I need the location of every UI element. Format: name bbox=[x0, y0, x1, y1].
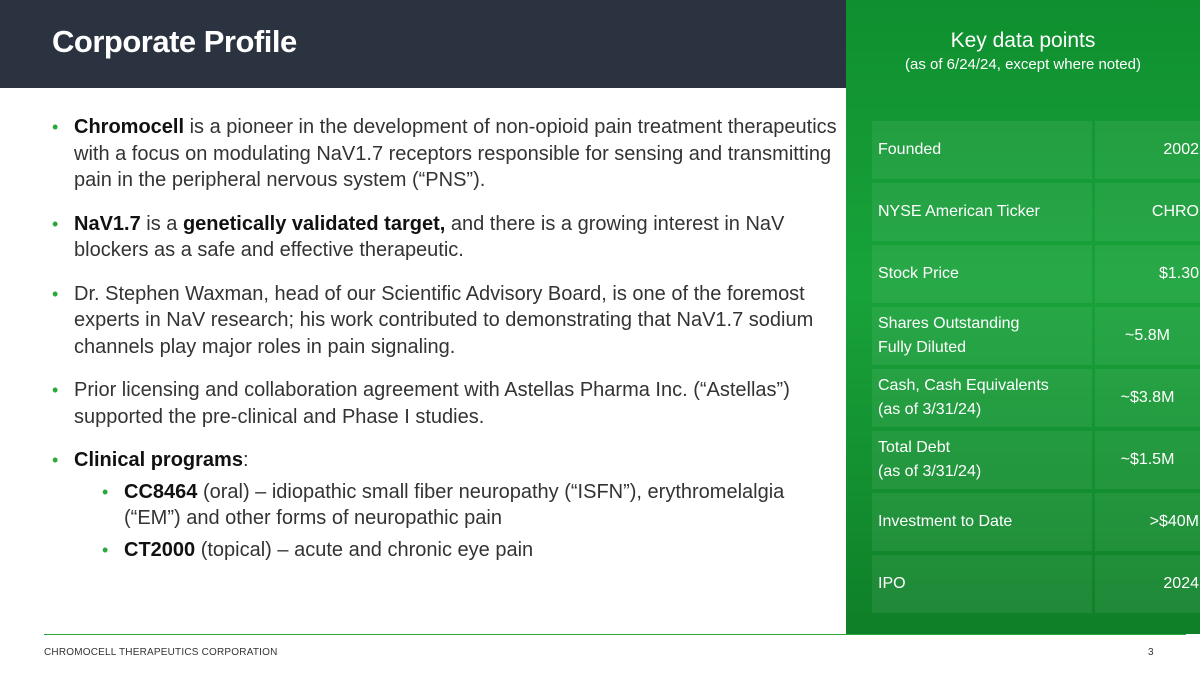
row-label-line2: (as of 3/31/24) bbox=[878, 463, 982, 480]
sub-bullet-text: (topical) – acute and chronic eye pain bbox=[195, 538, 534, 561]
row-label-line1: Investment to Date bbox=[878, 513, 1013, 530]
bullet-bold: Chromocell bbox=[74, 116, 185, 138]
title-bar bbox=[0, 0, 846, 88]
row-label bbox=[872, 555, 1092, 613]
key-data-header bbox=[846, 28, 1200, 76]
row-value: ~$1.5M bbox=[1095, 431, 1200, 489]
main-content bbox=[52, 114, 842, 580]
row-label-line1: Stock Price bbox=[878, 265, 959, 282]
bullet-bold: NaV1.7 bbox=[74, 212, 141, 235]
row-value: ~$3.8M bbox=[1095, 369, 1200, 427]
sub-bullet-text: (oral) – idiopathic small fiber neuropathy (“ISFN”), erythromelalgia (“EM”) and other forms of neuropathic pain bbox=[124, 480, 785, 529]
row-value: $1.30 bbox=[1095, 245, 1200, 303]
data-row-ticker bbox=[872, 183, 1200, 241]
key-data-panel bbox=[846, 0, 1200, 634]
row-label-line1: Founded bbox=[878, 141, 942, 158]
bullet-text: : bbox=[242, 449, 249, 471]
bullet-bold: Clinical programs bbox=[74, 449, 243, 471]
row-value: 2002 bbox=[1095, 121, 1200, 179]
page-title: Corporate Profile bbox=[52, 24, 297, 59]
bullet-chromocell bbox=[52, 114, 842, 194]
key-data-table bbox=[872, 121, 1200, 617]
bullet-bold: genetically validated target, bbox=[182, 212, 446, 235]
row-label bbox=[872, 493, 1092, 551]
bullet-text: is a pioneer in the development of non-opioid pain treatment therapeutics with a focus on modulating NaV1.7 receptors responsible for sensing and transmitting pain in the peripheral nervous system (“PNS”). bbox=[74, 116, 837, 191]
data-row-total-debt bbox=[872, 431, 1200, 489]
data-row-shares-outstanding bbox=[872, 307, 1200, 365]
data-row-stock-price bbox=[872, 245, 1200, 303]
bullet-astellas bbox=[52, 377, 842, 430]
row-label-line1: Total Debt bbox=[878, 439, 951, 456]
row-label bbox=[872, 369, 1092, 427]
bullet-nav17 bbox=[52, 211, 842, 264]
data-row-founded bbox=[872, 121, 1200, 179]
row-value: >$40M bbox=[1095, 493, 1200, 551]
row-label-line1: NYSE American Ticker bbox=[878, 203, 1040, 220]
row-label bbox=[872, 183, 1092, 241]
bullet-waxman bbox=[52, 281, 842, 361]
bullet-text: Dr. Stephen Waxman, head of our Scientific Advisory Board, is one of the foremost experts in NaV research; his work contributed to demonstrating that NaV1.7 sodium channels play major roles in pain signaling. bbox=[74, 282, 814, 358]
bullet-text: is a bbox=[140, 212, 183, 235]
data-row-ipo bbox=[872, 555, 1200, 613]
sub-bullet-bold: CT2000 bbox=[124, 538, 196, 561]
sub-bullet-cc8464 bbox=[74, 479, 842, 532]
row-value: 2024 bbox=[1095, 555, 1200, 613]
footer-divider bbox=[44, 634, 1186, 635]
row-label bbox=[872, 121, 1092, 179]
row-label-line2: (as of 3/31/24) bbox=[878, 401, 982, 418]
sub-bullet-bold: CC8464 bbox=[124, 480, 198, 503]
row-value: CHRO bbox=[1095, 183, 1200, 241]
data-row-investment bbox=[872, 493, 1200, 551]
sub-bullet-ct2000 bbox=[74, 537, 842, 564]
bullet-text: and there is a growing interest in NaV blockers as a safe and effective therapeutic. bbox=[74, 212, 785, 261]
row-label bbox=[872, 307, 1092, 365]
footer-company: CHROMOCELL THERAPEUTICS CORPORATION bbox=[44, 647, 278, 658]
row-label-line2: Fully Diluted bbox=[878, 339, 967, 356]
page-number: 3 bbox=[1148, 647, 1154, 658]
bullet-clinical-programs bbox=[52, 447, 842, 563]
row-value: ~5.8M bbox=[1095, 307, 1200, 365]
key-data-subtitle: (as of 6/24/24, except where noted) bbox=[905, 56, 1141, 73]
row-label bbox=[872, 431, 1092, 489]
row-label-line1: Shares Outstanding bbox=[878, 315, 1020, 332]
bullet-text: Prior licensing and collaboration agreement with Astellas Pharma Inc. (“Astellas”) supported the pre-clinical and Phase I studies. bbox=[74, 379, 790, 428]
row-label-line1: Cash, Cash Equivalents bbox=[878, 377, 1049, 394]
row-label-line1: IPO bbox=[878, 575, 906, 592]
key-data-title: Key data points bbox=[950, 29, 1096, 52]
data-row-cash bbox=[872, 369, 1200, 427]
row-label bbox=[872, 245, 1092, 303]
